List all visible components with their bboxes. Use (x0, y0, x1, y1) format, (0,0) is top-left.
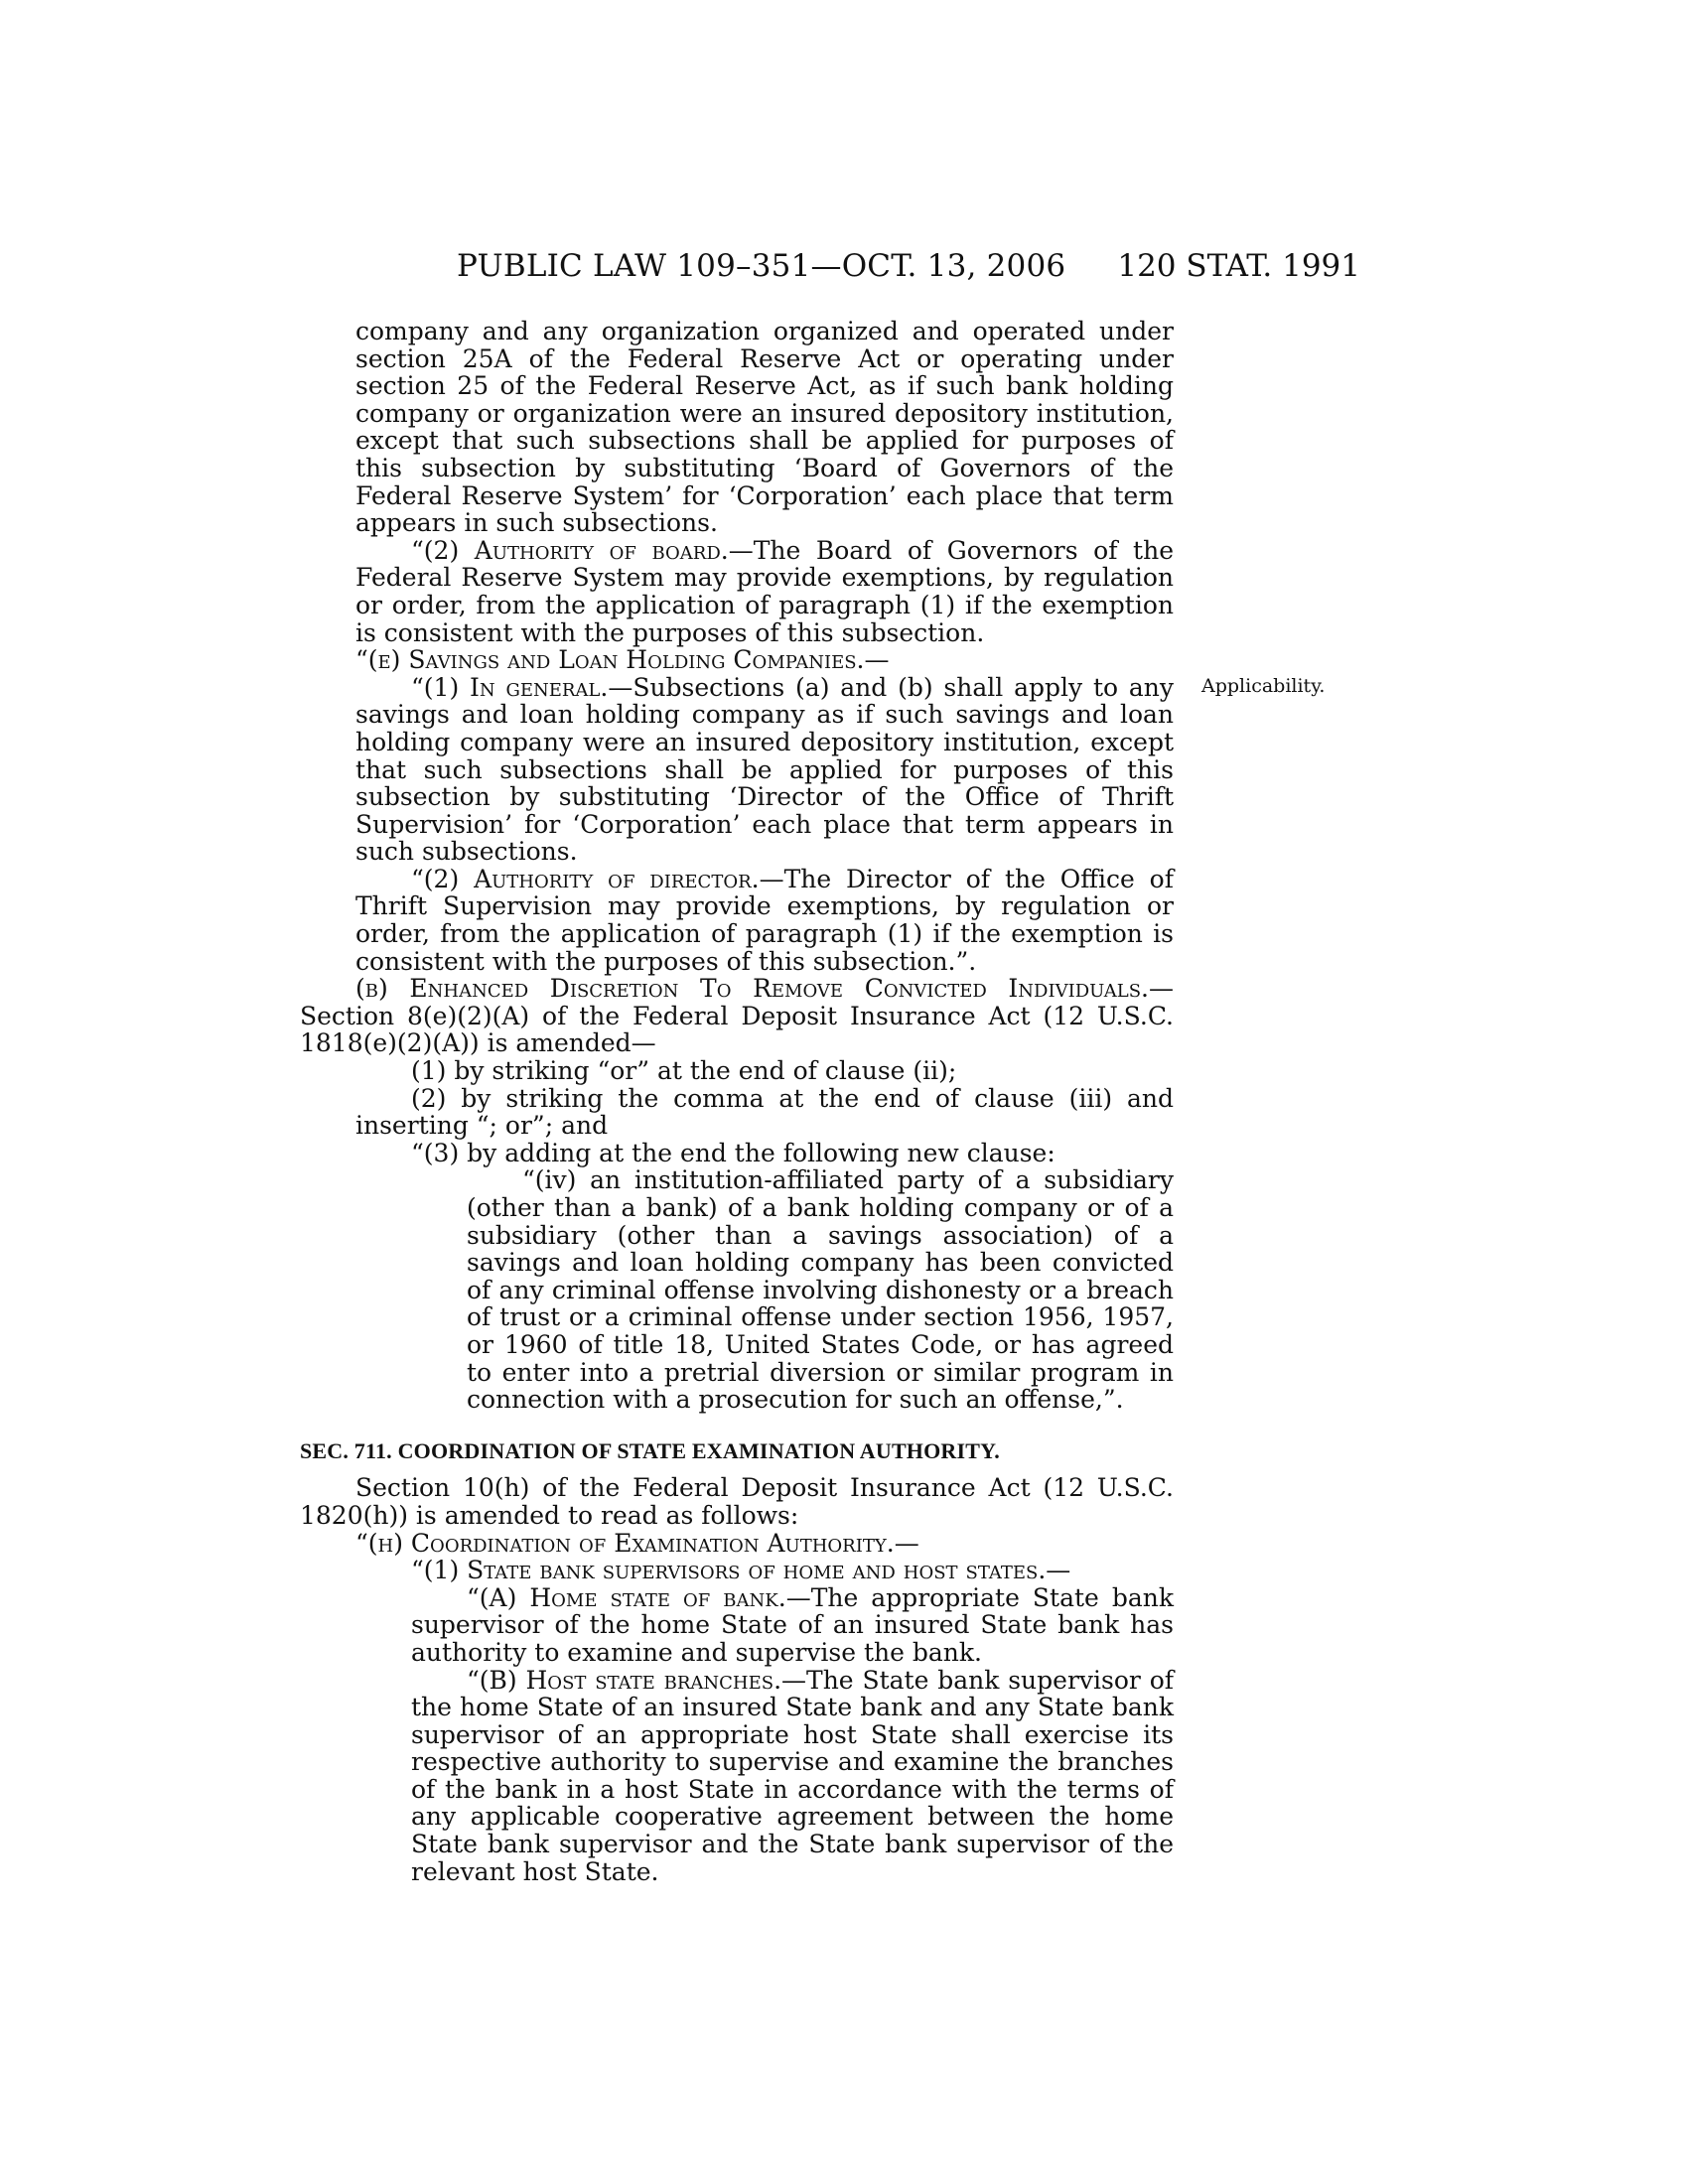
page-number-stat: 120 STAT. 1991 (1117, 248, 1360, 284)
paragraph-authority-of-board (355, 537, 1174, 646)
paragraph-continuation: company and any organization organized and operated under section 25A of the Federal Reserve Act or operating under section 25 of the Federal Reserve Act, as if such bank holding company or organization were an insured depository institution, except that such subsections shall be applied for purposes of this subsection by substituting ‘Board of Governors of the Federal Reserve System’ for ‘Corporation’ each place that term appears in such subsections. (355, 317, 1174, 538)
paragraph-in-general (355, 674, 1174, 866)
text-in-general: —Subsections (a) and (b) shall apply to any savings and loan holding company as if such savings and loan holding company were an insured depository institution, except that such subsections shall be applied for purposes of this subsection by substituting ‘Director of the Office of Thrift Supervision’ for ‘Corporation’ each place that term appears in such subsections. (355, 672, 1174, 867)
paragraph-state-bank-supervisors (355, 1557, 1174, 1584)
paragraph-clause-iv: “(iv) an institution-affiliated party of a subsidiary (other than a bank) of a bank holding company or of a subsidiary (other than a savings association) of a savings and loan holding company has been convicted of any criminal offense involving dishonesty or a breach of trust or a criminal offense under section 1956, 1957, or 1960 of title 18, United States Code, or has agreed to enter into a pretrial diversion or similar program in connection with a prosecution for such an offense,”. (467, 1165, 1174, 1415)
paragraph-subsection-h (355, 1530, 1174, 1558)
heading-in-general: “(1) In general. (411, 672, 609, 702)
paragraph-subsection-e (355, 646, 1174, 674)
document-body (300, 317, 1175, 1886)
text-host-state: —The State bank supervisor of the home State of an insured State bank and any State bank supervisor of an appropriate host State shall exercise its respective authority to supervise and examine the branches of the bank in a host State in accordance with the terms of any applicable cooperative agreement between the home State bank supervisor and the State bank supervisor of the relevant host State. (411, 1665, 1174, 1886)
paragraph-amend-3: “(3) by adding at the end the following new clause: (411, 1138, 1055, 1167)
heading-enhanced-discretion: (b) Enhanced Discretion To Remove Convicted Individuals. (355, 974, 1149, 1004)
dash: — (1046, 1556, 1071, 1585)
heading-host-state: “(B) Host state branches. (467, 1665, 782, 1695)
heading-authority-of-board: “(2) Authority of board. (411, 535, 729, 565)
margin-note-applicability: Applicability. (1201, 675, 1326, 697)
heading-state-bank-supervisors: “(1) State bank supervisors of home and host states. (411, 1556, 1047, 1585)
paragraph-subsection-b (300, 975, 1174, 1057)
dash: — (894, 1528, 919, 1558)
dash: — (864, 645, 890, 675)
section-heading-711: SEC. 711. COORDINATION OF STATE EXAMINATION AUTHORITY. (300, 1437, 1000, 1463)
text-authority-of-board: —The Board of Governors of the Federal Reserve System may provide exemptions, by regulation or order, from the application of paragraph (1) if the exemption is consistent with the purposes of this subsection. (355, 535, 1175, 647)
text-home-state: —The appropriate State bank supervisor of the home State of an insured State bank has authority to examine and supervise the bank. (411, 1582, 1174, 1667)
running-header-title: PUBLIC LAW 109–351—OCT. 13, 2006 (457, 248, 1066, 284)
heading-savings-loan: “(e) Savings and Loan Holding Companies. (355, 645, 865, 675)
heading-home-state: “(A) Home state of bank. (467, 1582, 786, 1612)
text-enhanced-discretion: —Section 8(e)(2)(A) of the Federal Deposit Insurance Act (12 U.S.C. 1818(e)(2)(A)) is amended— (300, 974, 1174, 1058)
paragraph-authority-of-director (355, 866, 1174, 975)
text-authority-of-director: —The Director of the Office of Thrift Supervision may provide exemptions, by regulation or order, from the application of paragraph (1) if the exemption is consistent with the purposes of this subsection.”. (355, 864, 1174, 976)
paragraph-amend-2: (2) by striking the comma at the end of clause (iii) and inserting “; or”; and (355, 1083, 1174, 1141)
heading-authority-of-director: “(2) Authority of director. (411, 864, 760, 893)
paragraph-host-state (355, 1667, 1174, 1886)
paragraph-section-10h: Section 10(h) of the Federal Deposit Insurance Act (12 U.S.C. 1820(h)) is amended to read as follows: (300, 1473, 1174, 1530)
paragraph-home-state (355, 1584, 1174, 1667)
heading-coordination: “(h) Coordination of Examination Authority. (355, 1528, 895, 1558)
paragraph-amend-1: (1) by striking “or” at the end of clause (ii); (411, 1056, 957, 1086)
